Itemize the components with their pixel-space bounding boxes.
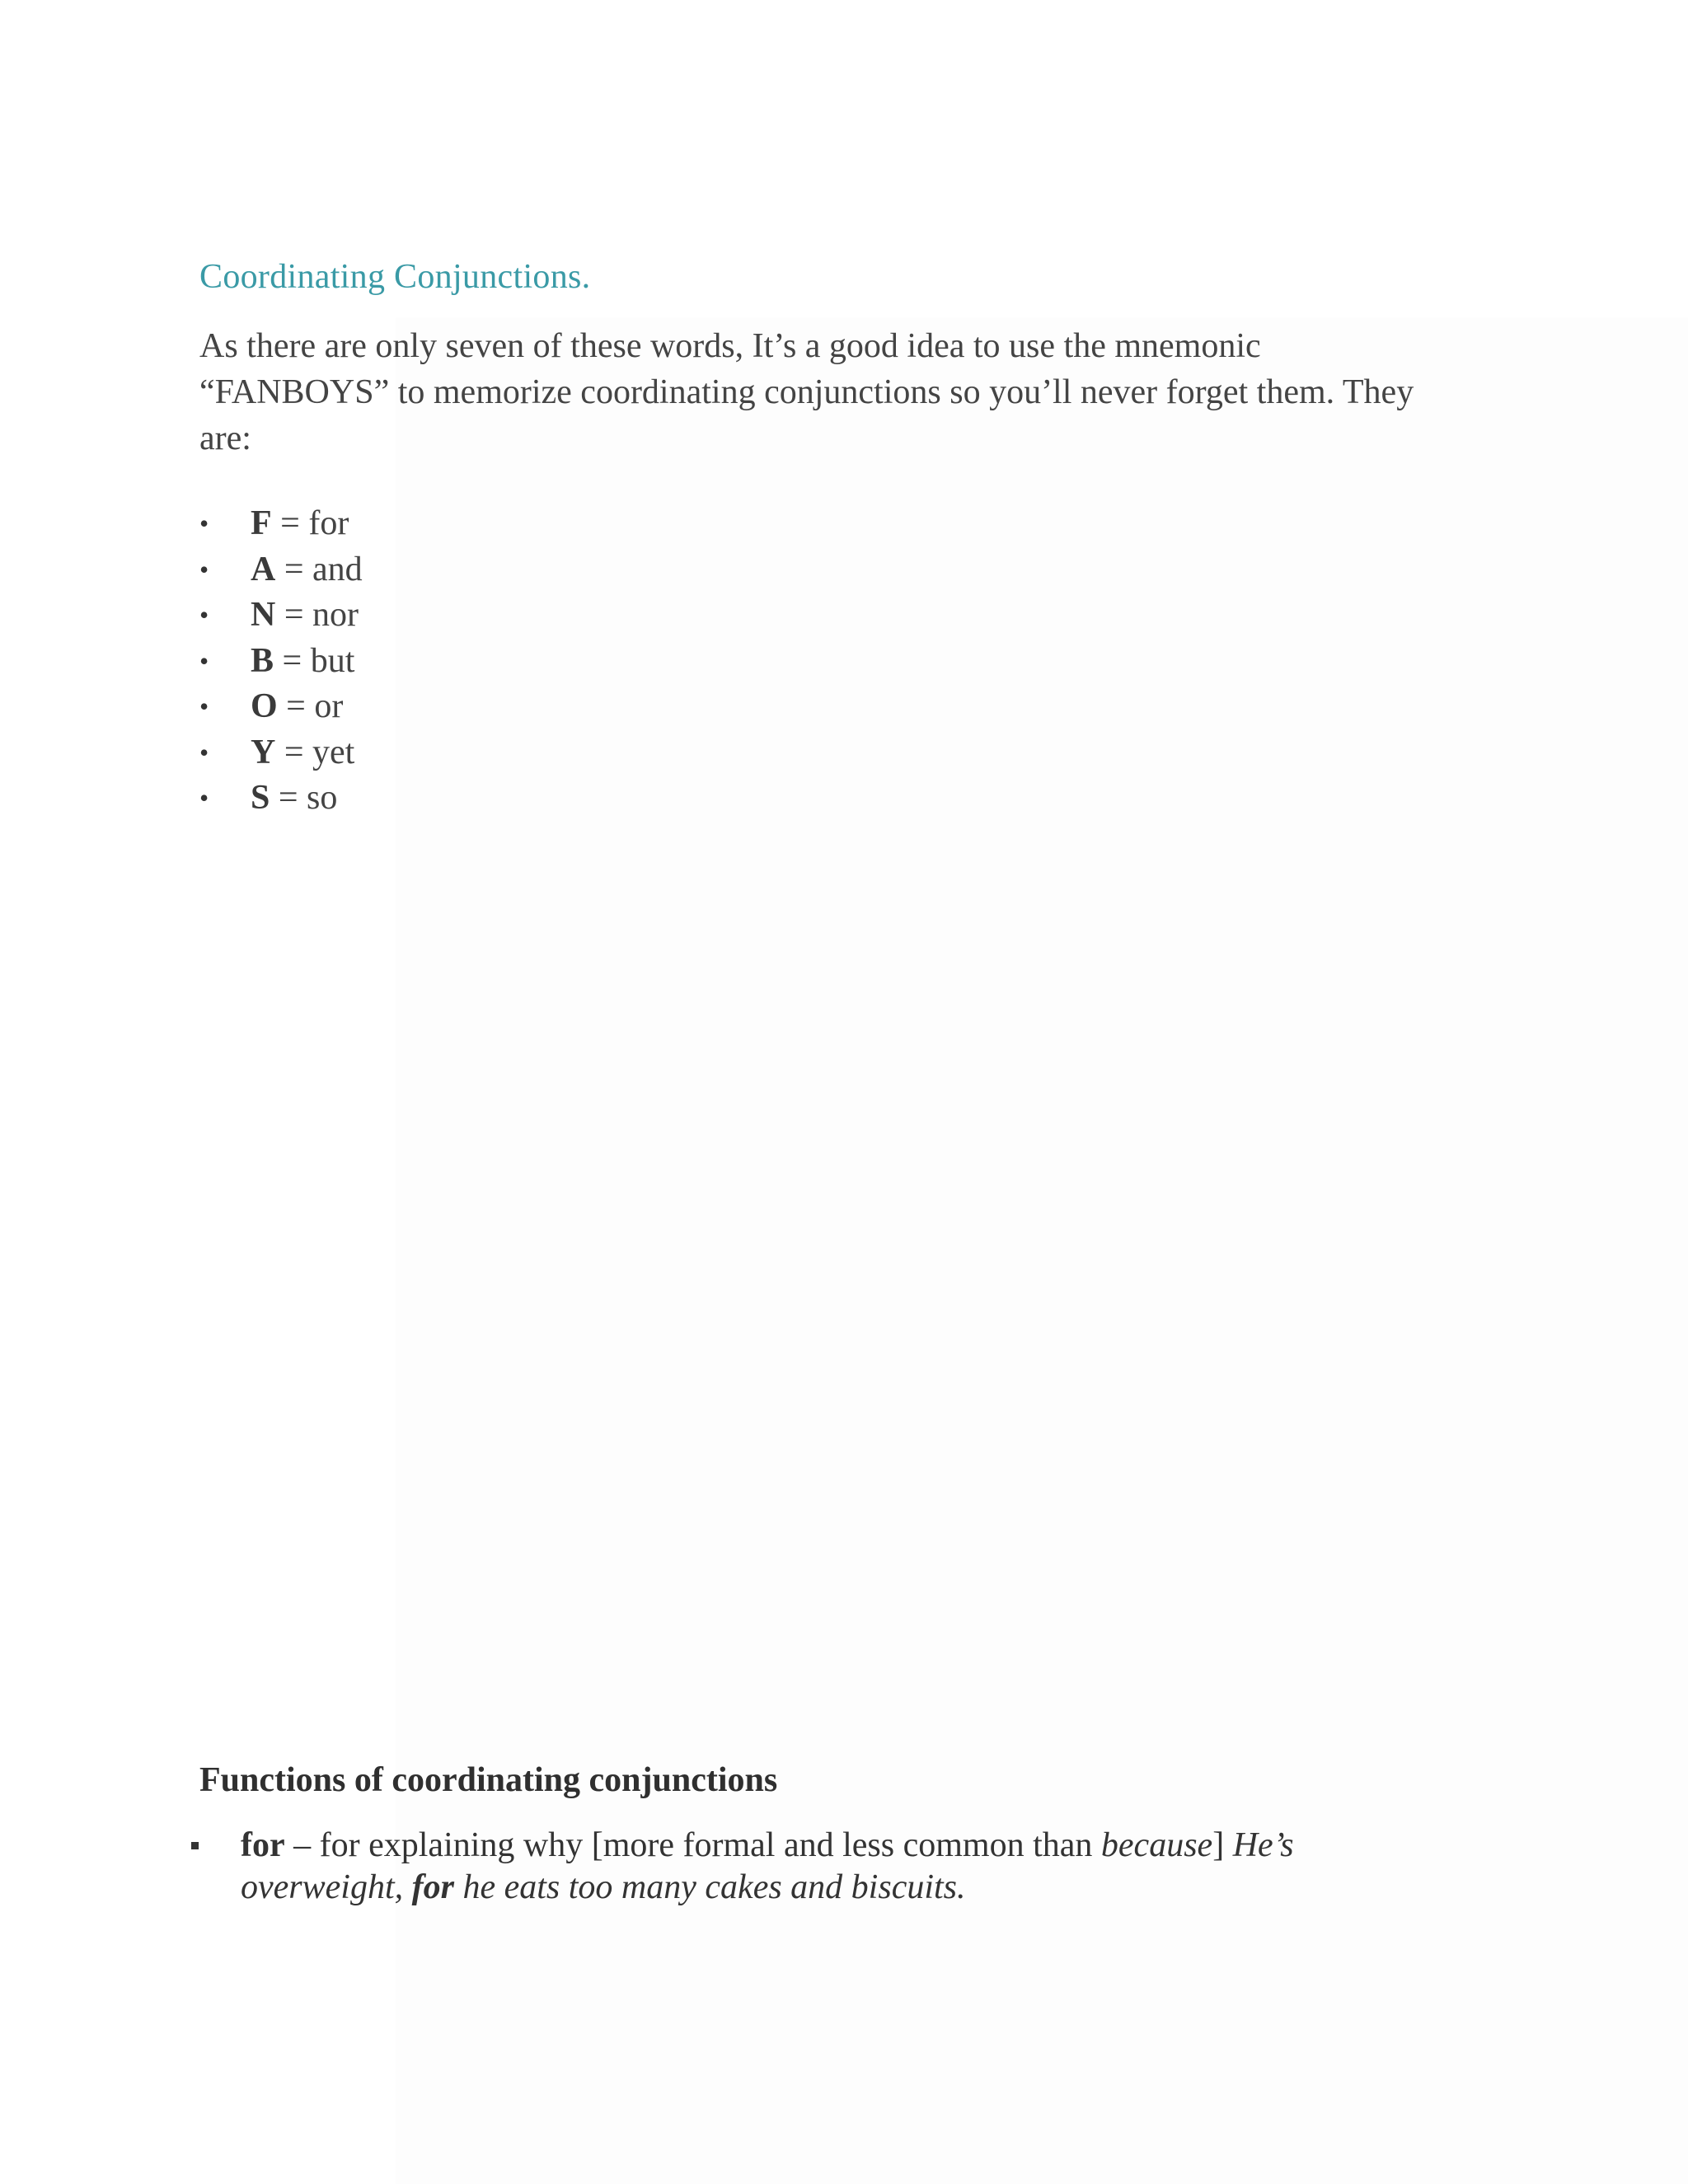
intro-line-3: are:: [199, 419, 251, 457]
equals-sign: =: [275, 733, 313, 771]
list-item-n: [199, 593, 363, 639]
function-description-end: ]: [1212, 1826, 1233, 1864]
conjunction-word: but: [310, 641, 355, 680]
equals-sign: =: [275, 550, 313, 588]
list-item-f: [199, 501, 363, 547]
list-item-o: [199, 684, 363, 730]
mnemonic-letter: S: [251, 779, 270, 817]
mnemonic-letter: Y: [251, 733, 276, 771]
list-item-a: [199, 547, 363, 593]
fanboys-list: [199, 501, 363, 822]
bullet-icon: •: [199, 509, 209, 538]
conjunction-word: for: [308, 504, 349, 542]
list-item-s: [199, 776, 363, 822]
function-term: for: [241, 1826, 285, 1864]
list-item-y: [199, 730, 363, 776]
conjunction-word: nor: [312, 596, 359, 634]
conjunction-word: or: [314, 687, 344, 725]
intro-line-1: As there are only seven of these words, It’s a good idea to use the mnemonic: [199, 327, 1261, 365]
function-description-italic: because: [1100, 1826, 1213, 1864]
mnemonic-letter: F: [251, 504, 272, 542]
list-item-b: [199, 639, 363, 685]
conjunction-word: yet: [312, 733, 355, 771]
bullet-icon: •: [199, 554, 209, 584]
function-line-2: [241, 1867, 1475, 1909]
intro-line-2: “FANBOYS” to memorize coordinating conjunctions so you’ll never forget them. They: [199, 373, 1414, 411]
conjunction-word: so: [307, 779, 338, 817]
example-sentence-part-a: overweight,: [241, 1868, 412, 1906]
example-sentence-start: He’s: [1232, 1826, 1294, 1864]
section-heading: Coordinating Conjunctions.: [199, 258, 591, 296]
bullet-icon: •: [199, 737, 209, 767]
square-bullet-icon: [191, 1842, 199, 1849]
intro-paragraph: [199, 323, 1485, 462]
bullet-icon: •: [199, 691, 209, 721]
function-item-for: [190, 1825, 1475, 1909]
function-description: – for explaining why [more formal and less common than: [284, 1826, 1101, 1864]
example-conjunction: for: [411, 1868, 454, 1906]
equals-sign: =: [275, 596, 313, 634]
bullet-icon: •: [199, 645, 209, 676]
function-line-1: [241, 1825, 1475, 1867]
functions-list: [190, 1825, 1475, 1909]
example-sentence-part-b: he eats too many cakes and biscuits.: [453, 1868, 966, 1906]
equals-sign: =: [271, 504, 309, 542]
functions-heading: Functions of coordinating conjunctions: [199, 1761, 778, 1799]
equals-sign: =: [270, 779, 307, 817]
bullet-icon: •: [199, 600, 209, 630]
bullet-icon: •: [199, 783, 209, 813]
mnemonic-letter: O: [251, 687, 278, 725]
equals-sign: =: [277, 687, 315, 725]
conjunction-word: and: [312, 550, 363, 588]
mnemonic-letter: B: [251, 641, 274, 680]
mnemonic-letter: A: [251, 550, 276, 588]
mnemonic-letter: N: [251, 596, 276, 634]
equals-sign: =: [274, 641, 311, 680]
